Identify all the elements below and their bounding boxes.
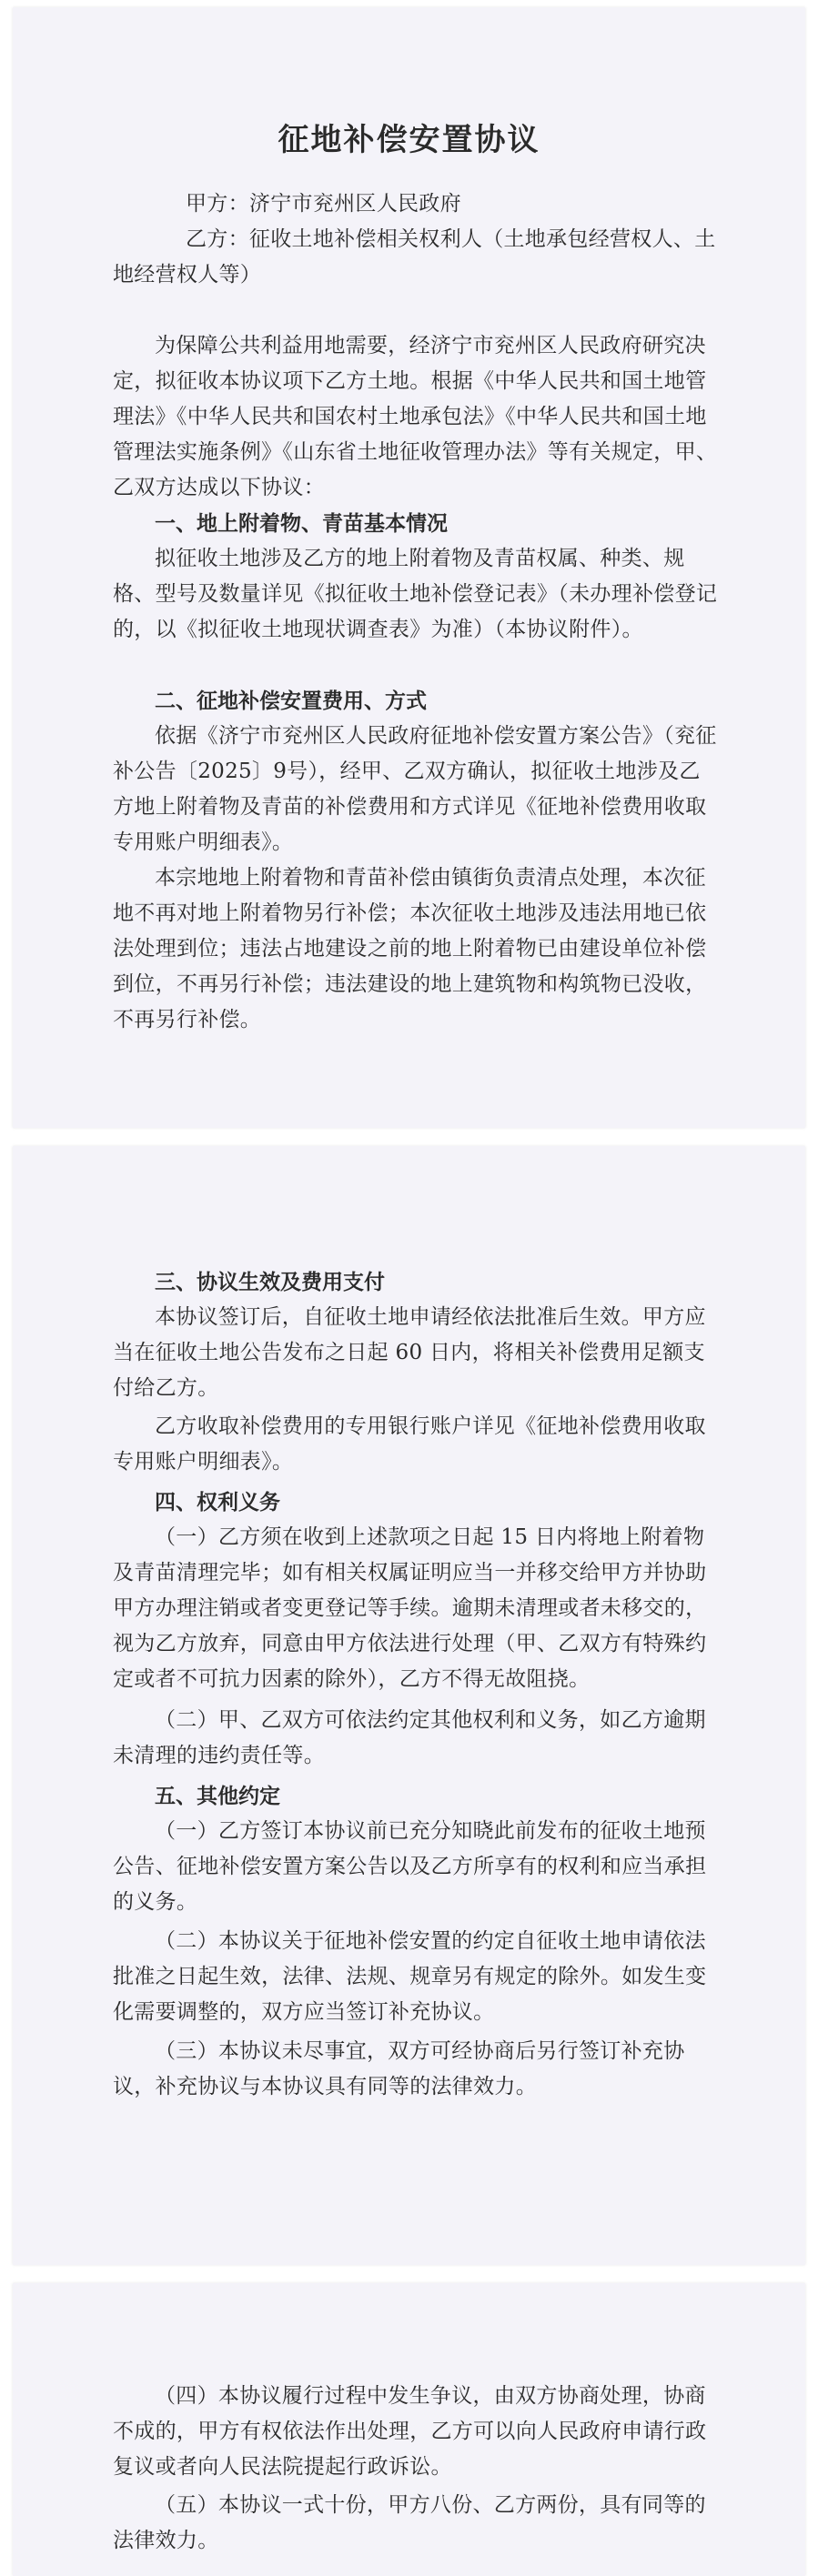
section-5-paragraph-3: （三）本协议未尽事宜，双方可经协商后另行签订补充协议，补充协议与本协议具有同等的法律效力。 — [113, 2039, 685, 2098]
document-page-2 — [13, 1146, 805, 2265]
section-5-paragraph-2: （二）本协议关于征地补偿安置的约定自征收土地申请依法批准之日起生效，法律、法规、规章另有规定的除外。如发生变化需要调整的，双方应当签订补充协议。 — [113, 1929, 707, 2024]
party-a: 甲方：济宁市兖州区人民政府 — [186, 192, 461, 216]
document-title: 征地补偿安置协议 — [278, 122, 540, 158]
section-1-paragraph-1: 拟征收土地涉及乙方的地上附着物及青苗权属、种类、规格、型号及数量详见《拟征收土地补偿登记表》（未办理补偿登记的，以《拟征收土地现状调查表》为准）（本协议附件）。 — [113, 547, 718, 641]
document-page-3 — [13, 2283, 805, 2576]
party-b: 乙方：征收土地补偿相关权利人（土地承包经营权人、土地经营权人等） — [113, 227, 716, 287]
section-3-paragraph-2: 乙方收取补偿费用的专用银行账户详见《征地补偿费用收取专用账户明细表》。 — [113, 1414, 706, 1474]
section-2-paragraph-1: 依据《济宁市兖州区人民政府征地补偿安置方案公告》（兖征补公告〔2025〕9号），经甲、乙双方确认，拟征收土地涉及乙方地上附着物及青苗的补偿费用和方式详见《征地补偿费用收取专用账户明细表》。 — [113, 724, 717, 854]
section-2-heading: 二、征地补偿安置费用、方式 — [155, 689, 427, 713]
section-5-paragraph-1: （一）乙方签订本协议前已充分知晓此前发布的征收土地预公告、征地补偿安置方案公告以及乙方所享有的权利和应当承担的义务。 — [113, 1819, 707, 1914]
preamble-paragraph: 为保障公共利益用地需要，经济宁市兖州区人民政府研究决定，拟征收本协议项下乙方土地。根据《中华人民共和国土地管理法》《中华人民共和国农村土地承包法》《中华人民共和国土地管理法实施条例》《山东省土地征收管理办法》等有关规定，甲、乙双方达成以下协议： — [113, 334, 718, 499]
section-3-heading: 三、协议生效及费用支付 — [155, 1270, 385, 1294]
section-3-paragraph-1: 本协议签订后，自征收土地申请经依法批准后生效。甲方应当在征收土地公告发布之日起 60 日内，将相关补偿费用足额支付给乙方。 — [113, 1305, 706, 1400]
section-5-heading: 五、其他约定 — [155, 1784, 280, 1808]
document-page-1 — [13, 7, 805, 1128]
section-2-paragraph-2: 本宗地地上附着物和青苗补偿由镇街负责清点处理，本次征地不再对地上附着物另行补偿；本次征收土地涉及违法用地已依法处理到位；违法占地建设之前的地上附着物已由建设单位补偿到位，不再另行补偿；违法建设的地上建筑物和构筑物已没收，不再另行补偿。 — [113, 866, 707, 1031]
section-4-paragraph-1: （一）乙方须在收到上述款项之日起 15 日内将地上附着物及青苗清理完毕；如有相关权属证明应当一并移交给甲方并协助甲方办理注销或者变更登记等手续。逾期未清理或者未移交的，视为乙方放弃，同意由甲方依法进行处理（甲、乙双方有特殊约定或者不可抗力因素的除外），乙方不得无故阻挠。 — [113, 1525, 707, 1691]
section-4-heading: 四、权利义务 — [155, 1490, 280, 1514]
section-5-paragraph-5: （五）本协议一式十份，甲方八份、乙方两份，具有同等的法律效力。 — [113, 2493, 706, 2552]
section-1-heading: 一、地上附着物、青苗基本情况 — [155, 511, 448, 536]
section-4-paragraph-2: （二）甲、乙双方可依法约定其他权利和义务，如乙方逾期未清理的违约责任等。 — [113, 1708, 706, 1767]
section-5-paragraph-4: （四）本协议履行过程中发生争议，由双方协商处理，协商不成的，甲方有权依法作出处理，乙方可以向人民政府申请行政复议或者向人民法院提起行政诉讼。 — [113, 2384, 707, 2479]
